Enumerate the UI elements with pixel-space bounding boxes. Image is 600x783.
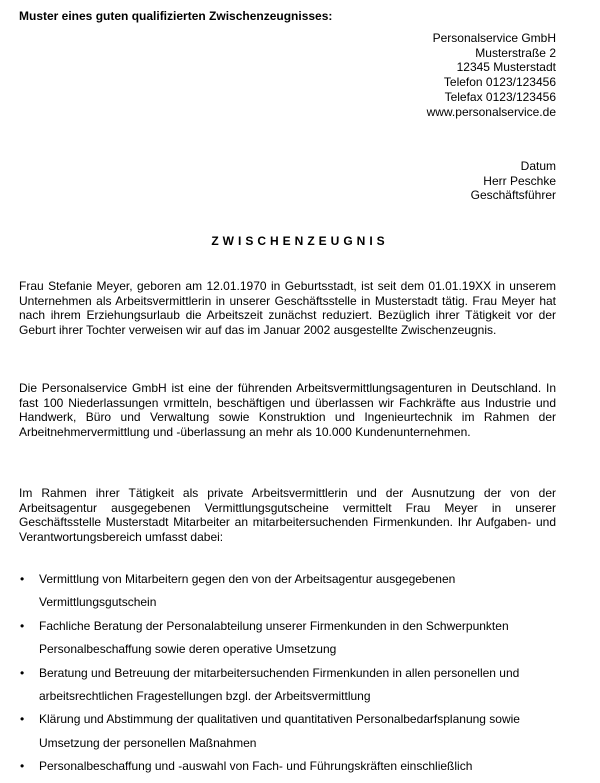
sender-address (427, 31, 556, 119)
bullet-icon: • (20, 572, 25, 586)
list-item (19, 568, 559, 615)
list-item-text: Klärung und Abstimmung der qualitativen und quantitativen Personalbedarfsplanung sowie Umsetzung der personellen Maßnahmen (39, 712, 520, 750)
sender-website: www.personalservice.de (426, 104, 556, 119)
sender-street: Musterstraße 2 (475, 45, 556, 60)
sender-phone: Telefon 0123/123456 (443, 75, 556, 90)
signer-role: Geschäftsführer (470, 188, 556, 203)
date-label: Datum (520, 159, 556, 173)
date-signature-block (471, 159, 556, 203)
paragraph-employee-intro: Frau Stefanie Meyer, geboren am 12.01.1970 in Geburtsstadt, ist seit dem 01.01.19XX in unserem Unternehmen als Arbeitsvermittlerin in unserer Geschäftsstelle in Musterstadt tätig. Frau Meyer hat nach ihrem Erziehungsurlaub die Arbeitszeit zunächst reduziert. Bezüglich ihrer Tätigkeit vor der Geburt ihrer Tochter verweisen wir auf das im Januar 2002 ausgestellte Zwischenzeugnis. (19, 279, 556, 338)
list-item-text: Vermittlung von Mitarbeitern gegen den von der Arbeitsagentur ausgegebenen Vermittlungsgutschein (39, 572, 456, 610)
list-item-text: Personalbeschaffung und -auswahl von Fach- und Führungskräften einschließlich (39, 759, 473, 774)
bullet-icon: • (20, 665, 25, 680)
sender-city: 12345 Musterstadt (456, 60, 556, 75)
document-heading: Muster eines guten qualifizierten Zwischenzeugnisses: (19, 9, 333, 23)
sender-fax: Telefax 0123/123456 (444, 89, 556, 104)
sender-company: Personalservice GmbH (432, 31, 556, 45)
signer-name: Herr Peschke (483, 173, 556, 188)
list-item (19, 615, 559, 662)
bullet-icon: • (20, 759, 25, 774)
responsibilities-list (19, 568, 559, 779)
bullet-icon: • (20, 712, 25, 727)
list-item (19, 662, 559, 709)
bullet-icon: • (20, 618, 25, 633)
list-item-text: Fachliche Beratung der Personalabteilung unserer Firmenkunden in den Schwerpunkten Personalbeschaffung sowie deren operative Umsetzung (39, 618, 509, 657)
list-item (19, 755, 559, 778)
list-item-text: Beratung und Betreuung der mitarbeitersuchenden Firmenkunden in allen personellen und arbeitsrechtlichen Fragestellungen bzgl. der Arbeitsvermittlung (39, 665, 520, 704)
document-title: ZWISCHENZEUGNIS (211, 234, 389, 248)
paragraph-responsibilities-intro: Im Rahmen ihrer Tätigkeit als private Arbeitsvermittlerin und der Ausnutzung der von der Arbeitsagentur ausgegebenen Vermittlungsgutscheine vermittelt Frau Meyer in unserer Geschäftsstelle Musterstadt Mitarbeiter an mitarbeitersuchenden Firmenkunden. Ihr Aufgaben- und Verantwortungsbereich umfasst dabei: (19, 486, 556, 545)
paragraph-company-description: Die Personalservice GmbH ist eine der führenden Arbeitsvermittlungsagenturen in Deutschland. In fast 100 Niederlassungen vrmitteln, beschäftigen und überlassen wir Fachkräfte aus Industrie und Handwerk, Büro und Verwaltung sowie Konstruktion und Ingenieurtechnik im Rahmen der Arbeitnehmervermittlung und -überlassung an mehr als 10.000 Kundenunternehmen. (19, 381, 556, 440)
list-item (19, 708, 559, 755)
